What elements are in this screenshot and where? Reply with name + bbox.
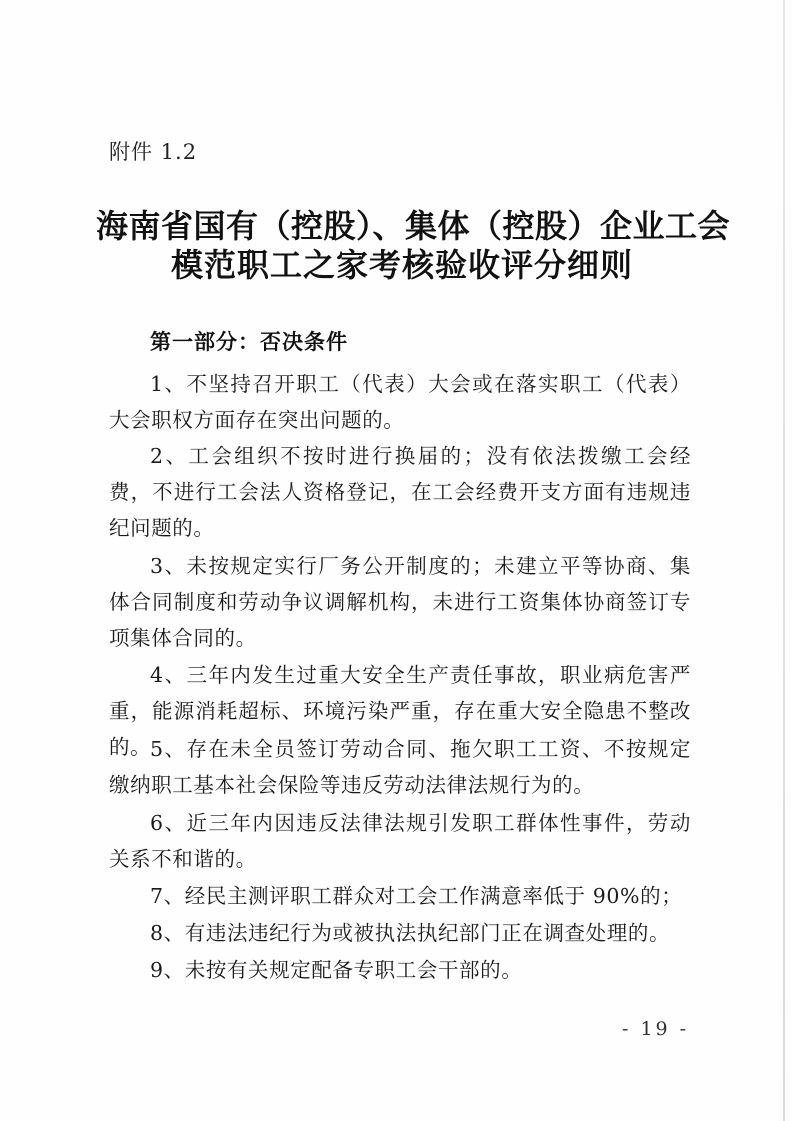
veto-condition-text: 1、不坚持召开职工（代表）大会或在落实职工（代表）大会职权方面存在突出问题的。 <box>109 372 691 432</box>
veto-condition-text: 8、有违法违纪行为或被执法执纪部门正在调查处理的。 <box>150 921 671 945</box>
veto-condition-7 <box>109 878 691 914</box>
veto-condition-6 <box>109 805 691 877</box>
scan-edge-line <box>783 0 785 1121</box>
veto-condition-1 <box>109 366 691 438</box>
veto-condition-text: 2、工会组织不按时进行换届的；没有依法拨缴工会经费，不进行工会法人资格登记，在工会经费开支方面有违规违纪问题的。 <box>109 444 691 540</box>
veto-condition-3 <box>109 548 691 656</box>
veto-condition-text: 9、未按有关规定配备专职工会干部的。 <box>150 958 523 982</box>
veto-condition-text: 7、经民主测评职工群众对工会工作满意率低于 90%的； <box>150 884 683 908</box>
section-heading: 第一部分：否决条件 <box>150 330 348 354</box>
veto-condition-text: 3、未按规定实行厂务公开制度的；未建立平等协商、集体合同制度和劳动争议调解机构，未进行工资集体协商签订专项集体合同的。 <box>109 554 691 650</box>
veto-condition-8 <box>109 915 691 951</box>
veto-condition-text: 6、近三年内因违反法律法规引发职工群体性事件，劳动关系不和谐的。 <box>109 811 691 871</box>
veto-condition-2 <box>109 438 691 546</box>
document-title-line-2: 模范职工之家考核验收评分细则 <box>170 246 633 284</box>
document-title-line-1: 海南省国有（控股）、集体（控股）企业工会 <box>96 207 731 245</box>
veto-condition-text: 5、存在未全员签订劳动合同、拖欠职工工资、不按规定缴纳职工基本社会保险等违反劳动法律法规行为的。 <box>109 737 691 797</box>
page-number: - 19 - <box>622 1018 690 1040</box>
attachment-label: 附件 1.2 <box>109 140 198 164</box>
veto-condition-text: 4、三年内发生过重大安全生产责任事故，职业病危害严重，能源消耗超标、环境污染严重，存在重大安全隐患不整改的。 <box>109 663 691 759</box>
veto-condition-9 <box>109 952 691 988</box>
veto-condition-5 <box>109 731 691 803</box>
